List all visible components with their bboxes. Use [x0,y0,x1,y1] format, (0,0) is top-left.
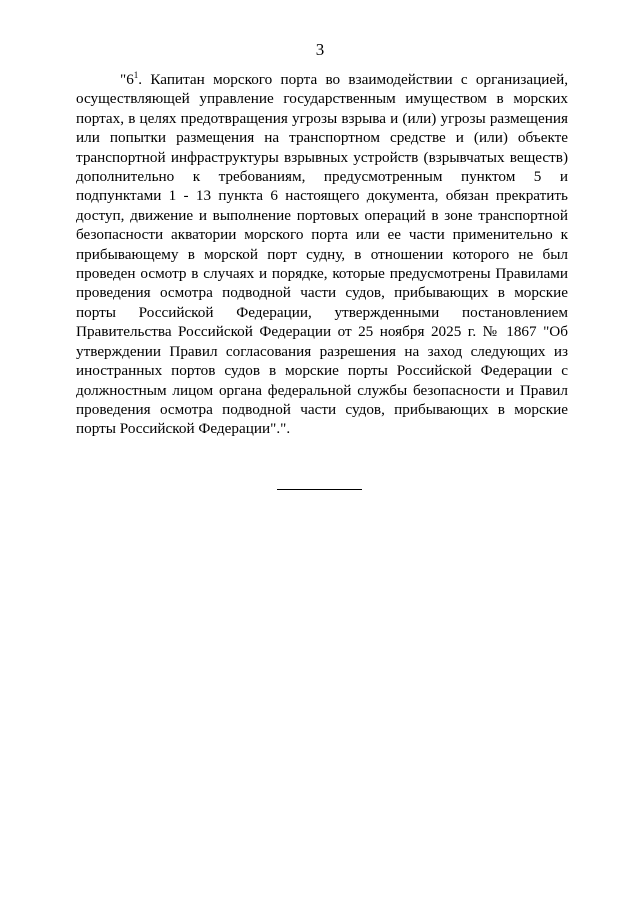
paragraph-number: "6 [120,71,134,88]
page-number: 3 [315,40,325,59]
end-separator-line [277,489,362,490]
amendment-paragraph [76,70,568,439]
paragraph-number-superscript: 1 [133,69,139,80]
paragraph-text: . Капитан морского порта во взаимодействии с организацией, осуществляющей управление государственным имуществом в морских портах, в целях предотвращения угрозы взрыва и (или) угрозы размещения или попытки размещения на транспортном средстве и (или) объекте транспортной инфраструктуры взрывных устройств (взрывчатых веществ) дополнительно к требованиям, предусмотренным пунктом 5 и подпунктами 1 - 13 пункта 6 настоящего документа, обязан прекратить доступ, движение и выполнение портовых операций в зоне транспортной безопасности акватории морского порта или ее части применительно к прибывающему в морской порт судну, в отношении которого не был проведен осмотр в случаях и порядке, которые предусмотрены Правилами проведения осмотра подводной части судов, прибывающих в морские порты Российской Федерации, утвержденными постановлением Правительства Российской Федерации от 25 ноября 2025 г. № 1867 "Об утверждении Правил согласования разрешения на заход следующих из иностранных портов судов в морские порты Российской Федерации с должностным лицом органа федеральной службы безопасности и Правил проведения осмотра подводной части судов, прибывающих в морские порты Российской Федерации".". [76,71,568,438]
